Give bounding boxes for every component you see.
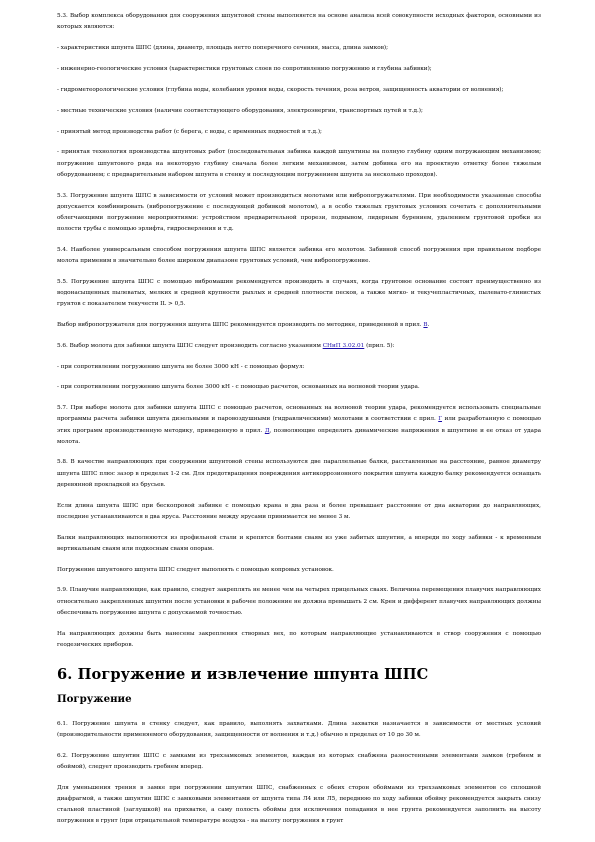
list-item: - местные технические условия (наличие соответствующего оборудования, электроэнергии, транспортных путей и т.д.); bbox=[57, 107, 423, 114]
paragraph-6-2: 6.2. Погружение шпунтин ШПС с замками из трехзамковых элементов, каждая из которых снабжена разностенными элементами замков (гребнем и обоймой), следует производить гребнем вперед. bbox=[57, 752, 541, 770]
snip-link[interactable]: СНиП 3.02.01 bbox=[322, 342, 365, 349]
paragraph-5-5: 5.5. Погружение шпунта ШПС с помощью вибромашин рекомендуется производить в случаях, когда грунтовое основание состоит преимущественно из водонасыщенных пылеватых, мелких и средней крупности рыхлых и средней плотности песков, а также мягко- и текучепластичных, пылевато-глинистых грунтов с показателем текучести IL > 0,5. bbox=[57, 278, 541, 307]
document-body bbox=[57, 11, 541, 837]
paragraph-6-1: 6.1. Погружение шпунта в стенку следует, как правило, выполнять захватками. Длина захватки назначается в зависимости от местных условий (производительности применяемого оборудования, защищенности от волнения и т.д.) обычно в пределах от 10 до 30 м. bbox=[57, 720, 541, 738]
list-item: - инженерно-геологические условия (характеристики грунтовых слоев по сопротивлению погружению и глубина забивки); bbox=[57, 65, 432, 72]
paragraph-5-3b: 5.3. Погружение шпунта ШПС в зависимости от условий может производиться молотами или вибропогружателями. При необходимости указанные способы допускается комбинировать (вибропогружение с последующей добивкой молотом), а в особо тяжелых грунтовых условиях сочетать с дополнительными облегчающими погружение мероприятиями: устройством предварительной прорези, подмывом, лидерным бурением, удалением грунтовой пробки из полости трубы с помощью эрлифта, гидросверления и т.д. bbox=[57, 192, 541, 232]
list-item: - принятая технология производства шпунтовых работ (последовательная забивка каждой шпунтины на полную глубину одним погружающим механизмом; погружение шпунтового ряда на некоторую глубину сначала более легким механизмом, затем добивка его на проектную отметку более тяжелым оборудованием; с предварительным набором шпунта в стенку и последующим погружением шпунта за несколько проходов). bbox=[57, 149, 541, 178]
list-item: - характеристики шпунта ШПС (длина, диаметр, площадь нетто поперечного сечения, масса, длина замков); bbox=[57, 44, 389, 51]
paragraph-5-6-end: (прил. 5): bbox=[364, 342, 395, 349]
paragraph-5-7-text: 5.7. При выборе молота для забивки шпунта ШПС с помощью расчетов, основанных на волновой теории удара, рекомендуется использовать специальные программы расчета забивки шпунта дизельными и паровоздушными (гидравлическими) молотами в соответствии с прил. bbox=[57, 405, 541, 423]
paragraph-vibro-text: Выбор вибропогружателя для погружения шпунта ШПС рекомендуется производить по методике, приведенной в прил. bbox=[57, 321, 424, 328]
list-item: - при сопротивлении погружению шпунта не более 3000 кН - с помощью формул: bbox=[57, 363, 305, 370]
paragraph-guides-3: Погружение шпунтового шпунта ШПС следует выполнять с помощью копровых установок. bbox=[57, 566, 334, 573]
list-item: - принятый метод производства работ (с берега, с воды, с временных подмостей и т.д.); bbox=[57, 128, 322, 135]
paragraph-5-4: 5.4. Наиболее универсальным способом погружения шпунта ШПС является забивка его молотом. Забивной способ погружения при правильном подборе молота применим в значительно более широком диапазоне грунтовых условий, чем вибропогружение. bbox=[57, 246, 541, 264]
paragraph-5-7-end: , позволяющие определить динамические напряжения в шпунтине и ее отказ от удара молота. bbox=[57, 427, 541, 445]
paragraph-6-3: Для уменьшения трения в замке при погружении шпунтин ШПС, снабженных с обеих сторон обоймами из трехзамковых элементов со сплошной диафрагмой, а также шпунтин ШПС с замковыми элементами от шпунта типа Л4 или Л5, переднюю по ходу забивки обойму рекомендуется закрыть снизу стальной пластиной (заглушкой) на прихватке, а саму полость обоймы для исключения попадания в нее грунта рекомендуется заполнить на высоту погружения в грунт (при отрицательной температуре воздуха - на высоту погружения в грунт bbox=[57, 784, 541, 824]
paragraph-5-7 bbox=[57, 403, 541, 447]
paragraph-guides: Если длина шпунта ШПС при бескопровой забивке с помощью крана в два раза и более превышает расстояние от дна акватории до направляющих, последние устанавливаются в два яруса. Расстояние между ярусами принимается не менее 3 м. bbox=[57, 502, 541, 520]
paragraph-5-9: 5.9. Плавучие направляющие, как правило, следует закреплять не менее чем на четырех прицельных сваях. Величина перемещения плавучих направляющих относительно закрепленных шпунтин после установки в рабочее положение не должна превышать 2 см. Крен и дифферент плавучих направляющих должны обеспечивать погружение шпунта с допускаемой точностью. bbox=[57, 587, 541, 616]
paragraph-5-3: 5.3. Выбор комплекса оборудования для сооружения шпунтовой стены выполняется на основе анализа всей совокупности исходных факторов, основными из которых являются: bbox=[57, 13, 541, 31]
appendix-v-link[interactable]: В bbox=[423, 321, 428, 328]
subsection-heading: Погружение bbox=[57, 692, 132, 705]
section-heading: 6. Погружение и извлечение шпунта ШПС bbox=[57, 665, 429, 683]
list-item: - гидрометеорологические условия (глубина воды, колебания уровня воды, скорость течения, роза ветров, защищенность акватории от волнения); bbox=[57, 86, 504, 93]
paragraph-5-6-text: 5.6. Выбор молота для забивки шпунта ШПС следует производить согласно указаниям bbox=[57, 342, 323, 349]
appendix-d-link[interactable]: Д bbox=[264, 427, 270, 434]
paragraph-5-6 bbox=[57, 341, 541, 352]
list-item: - при сопротивлении погружению шпунта более 3000 кН - с помощью расчетов, основанных на волновой теории удара. bbox=[57, 384, 420, 391]
paragraph-guides-2: Балки направляющих выполняются из профильной стали и крепятся болтами сваям из уже забитых шпунтин, а впереди по ходу забивки - к временным вертикальным сваям или подкосным сваям опорам. bbox=[57, 534, 541, 552]
appendix-g-link[interactable]: Г bbox=[438, 416, 443, 423]
paragraph-5-7-middle: или разработанную с помощью этих программ производственную методику, приведенную в прил. bbox=[57, 416, 541, 434]
paragraph-guides-4: На направляющих должны быть нанесены закрепления створных вех, по которым направляющие устанавливаются в створ сооружения с помощью геодезических приборов. bbox=[57, 630, 541, 648]
paragraph-5-8: 5.8. В качестве направляющих при сооружении шпунтовой стены используются две параллельные балки, расставленные на расстояние, равное диаметру шпунта ШПС плюс зазор в пределах 1-2 см. Для предотвращения повреждения антикоррозионного покрытия шпунта каждую балку рекомендуется оснащать деревянной прокладкой из брусьев. bbox=[57, 459, 541, 488]
paragraph-vibro-end: . bbox=[427, 321, 430, 328]
paragraph-vibro bbox=[57, 320, 541, 331]
